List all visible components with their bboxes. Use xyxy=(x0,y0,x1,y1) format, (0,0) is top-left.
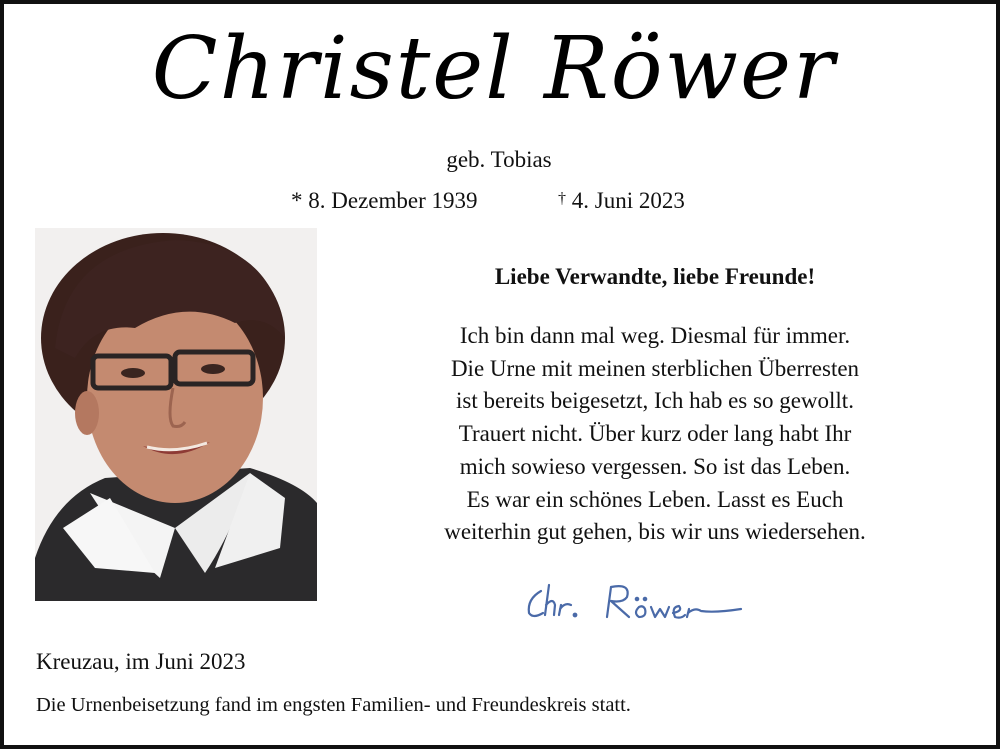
death-info xyxy=(558,188,685,214)
message-line: Ich bin dann mal weg. Diesmal für immer. xyxy=(459,323,851,348)
message-line: Trauert nicht. Über kurz oder lang habt Ihr xyxy=(458,421,852,447)
message-line: Es war ein schönes Leben. Lasst es Euch xyxy=(466,486,844,512)
message-line: Die Urne mit meinen sterblichen Überresten xyxy=(450,355,860,381)
message-line: weiterhin gut gehen, bis wir uns wiedersehen. xyxy=(444,519,866,545)
deceased-name: Christel Röwer xyxy=(151,19,837,119)
portrait-illustration xyxy=(35,228,317,601)
farewell-message xyxy=(404,320,906,549)
dagger-icon: † xyxy=(558,190,566,207)
message-line: mich sowieso vergessen. So ist das Leben. xyxy=(459,453,851,479)
portrait-photo xyxy=(35,228,317,601)
greeting-heading: Liebe Verwandte, liebe Freunde! xyxy=(494,264,816,289)
birth-date: * 8. Dezember 1939 xyxy=(291,188,478,213)
maiden-name: geb. Tobias xyxy=(446,147,552,172)
burial-note: Die Urnenbeisetzung fand im engsten Familien- und Freundeskreis statt. xyxy=(36,694,631,716)
signature-drawing xyxy=(519,569,749,629)
place-and-date: Kreuzau, im Juni 2023 xyxy=(36,649,246,674)
death-date: 4. Juni 2023 xyxy=(571,188,685,213)
handwritten-signature xyxy=(519,569,749,629)
message-line: ist bereits beigesetzt, Ich hab es so gewollt. xyxy=(456,388,854,414)
